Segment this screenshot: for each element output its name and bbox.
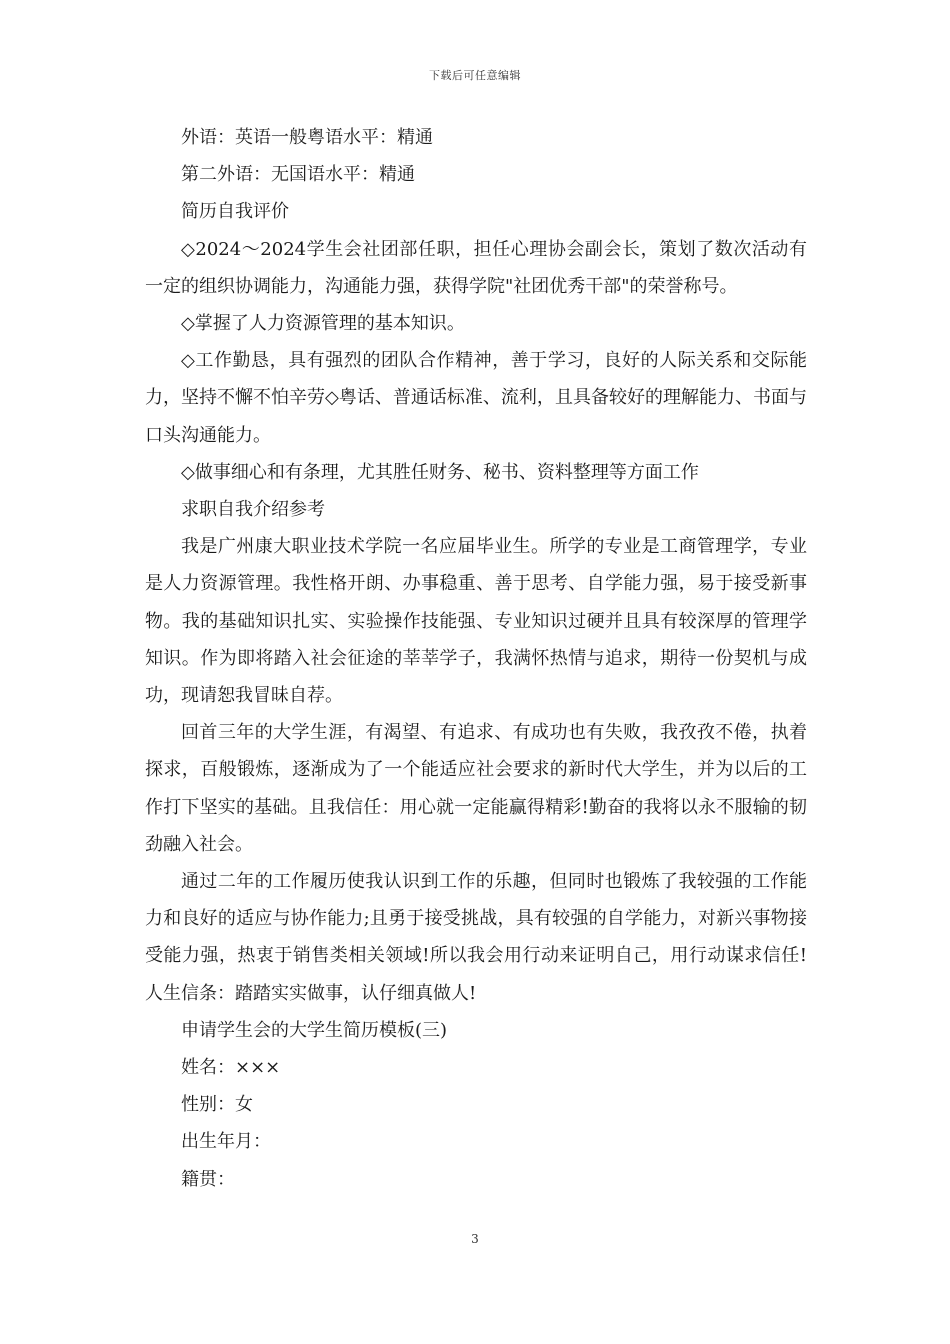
page-number: 3 (471, 1232, 479, 1246)
document-body (145, 119, 807, 1198)
body-paragraph: 回首三年的大学生涯，有渴望、有追求、有成功也有失败，我孜孜不倦，执着探求，百般锻炼，逐渐成为了一个能适应社会要求的新时代大学生，并为以后的工作打下坚实的基础。且我信任：用心就一定能赢得精彩!勤奋的我将以永不服输的韧劲融入社会。 (145, 722, 807, 855)
field-name: 姓名：××× (181, 1057, 281, 1079)
language-line: 外语：英语一般粤语水平：精通 (181, 127, 433, 148)
evaluation-item: ◇做事细心和有条理，尤其胜任财务、秘书、资料整理等方面工作 (181, 461, 699, 483)
field-gender: 性别：女 (181, 1094, 253, 1116)
evaluation-item: ◇工作勤恳，具有强烈的团队合作精神，善于学习，良好的人际关系和交际能力，坚持不懈不怕辛劳◇粤话、普通话标准、流利，且具备较好的理解能力、书面与口头沟通能力。 (145, 350, 807, 446)
second-language-line: 第二外语：无国语水平：精通 (181, 164, 415, 186)
section-heading-template: 申请学生会的大学生简历模板(三) (181, 1019, 448, 1041)
page-header: 下载后可任意编辑 (429, 69, 521, 82)
section-heading-self-introduction: 求职自我介绍参考 (181, 499, 325, 521)
body-paragraph: 我是广州康大职业技术学院一名应届毕业生。所学的专业是工商管理学，专业是人力资源管理。我性格开朗、办事稳重、善于思考、自学能力强，易于接受新事物。我的基础知识扎实、实验操作技能强、专业知识过硬并且具有较深厚的管理学知识。作为即将踏入社会征途的莘莘学子，我满怀热情与追求，期待一份契机与成功，现请恕我冒昧自荐。 (145, 536, 807, 707)
evaluation-item: ◇掌握了人力资源管理的基本知识。 (181, 313, 465, 335)
section-heading-self-evaluation: 简历自我评价 (181, 201, 289, 223)
evaluation-item: ◇2024～2024学生会社团部任职，担任心理协会副会长，策划了数次活动有一定的组织协调能力，沟通能力强，获得学院"社团优秀干部"的荣誉称号。 (145, 238, 807, 297)
field-birth-date: 出生年月： (181, 1131, 271, 1153)
field-native-place: 籍贯： (181, 1168, 235, 1190)
body-paragraph: 通过二年的工作履历使我认识到工作的乐趣，但同时也锻炼了我较强的工作能力和良好的适应与协作能力;且勇于接受挑战，具有较强的自学能力，对新兴事物接受能力强，热衷于销售类相关领域!所以我会用行动来证明自己，用行动谋求信任!人生信条：踏踏实实做事，认仔细真做人! (145, 871, 807, 1004)
